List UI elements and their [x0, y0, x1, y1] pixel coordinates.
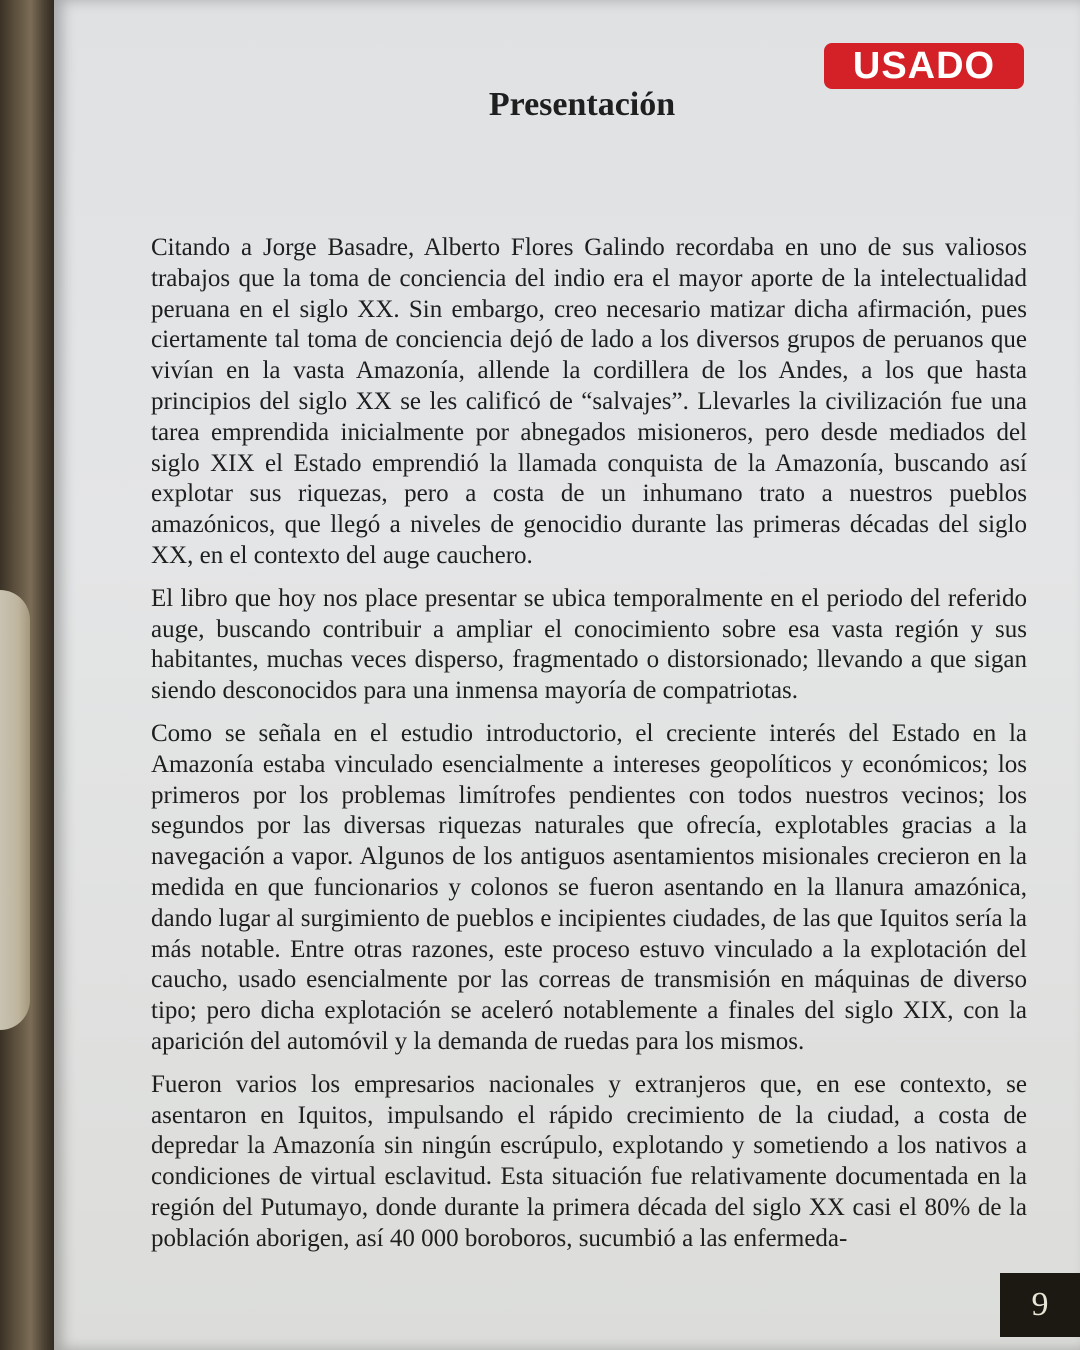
paragraph-4: Fueron varios los empresarios nacionales y extranjeros que, en ese contexto, se asentaron en Iquitos, impulsando el rápido crecimiento de la ciudad, a costa de depredar la Amazonía sin ningún escrúpulo, explotando y sometiendo a los nativos a condiciones de virtual esclavitud. Esta situación fue relativamente documentada en la región del Putumayo, donde durante la primera década del siglo XX casi el 80% de la población aborigen, así 40 000 boroboros, sucumbió a las enfermeda-: [151, 1070, 1027, 1252]
page-title: Presentación: [488, 86, 676, 123]
paragraph-3: Como se señala en el estudio introductorio, el creciente interés del Estado en la Amazonía estaba vinculado esencialmente a intereses geopolíticos y económicos; los primeros por los problemas limítrofes pendientes con todos nuestros vecinos; los segundos por las diversas riquezas naturales que ofrecía, explotables gracias a la navegación a vapor. Algunos de los antiguos asentamientos misionales crecieron en la medida en que funcionarios y colonos se fueron asentando en la llanura amazónica, dando lugar al surgimiento de pueblos e incipientes ciudades, de las que Iquitos sería la más notable. Entre otras razones, este proceso estuvo vinculado a la explotación del caucho, usado esencialmente por las correas de transmisión en máquinas de diverso tipo; pero dicha explotación se aceleró notablemente a finales del siglo XIX, con la aparición del automóvil y la demanda de ruedas para los mismos.: [151, 719, 1027, 1055]
page-number: 9: [1000, 1273, 1080, 1337]
spine-photo-image: [0, 590, 30, 1030]
used-badge: USADO: [824, 43, 1024, 89]
paragraph-2: El libro que hoy nos place presentar se ubica temporalmente en el periodo del referido auge, buscando contribuir a ampliar el conocimiento sobre esa vasta región y sus habitantes, muchas veces disperso, fragmentado o distorsionado; llevando a que sigan siendo desconocidos para una inmensa mayoría de compatriotas.: [151, 584, 1027, 705]
body-text: [151, 233, 1027, 1267]
paragraph-1: Citando a Jorge Basadre, Alberto Flores Galindo recordaba en uno de sus valiosos trabajos que la toma de conciencia del indio era el mayor aporte de la intelectualidad peruana en el siglo XX. Sin embargo, creo necesario matizar dicha afirmación, pues ciertamente tal toma de conciencia dejó de lado a los diversos grupos de peruanos que vivían en la vasta Amazonía, allende la cordillera de los Andes, a los que hasta principios del siglo XX se les calificó de “salvajes”. Llevarles la civilización fue una tarea emprendida inicialmente por abnegados misioneros, pero desde mediados del siglo XIX el Estado emprendió la llamada conquista de la Amazonía, buscando así explotar sus riquezas, pero a costa de un inhumano trato a nuestros pueblos amazónicos, que llegó a niveles de genocidio durante las primeras décadas del siglo XX, en el contexto del auge cauchero.: [151, 234, 1027, 569]
book-spine: [0, 0, 56, 1350]
